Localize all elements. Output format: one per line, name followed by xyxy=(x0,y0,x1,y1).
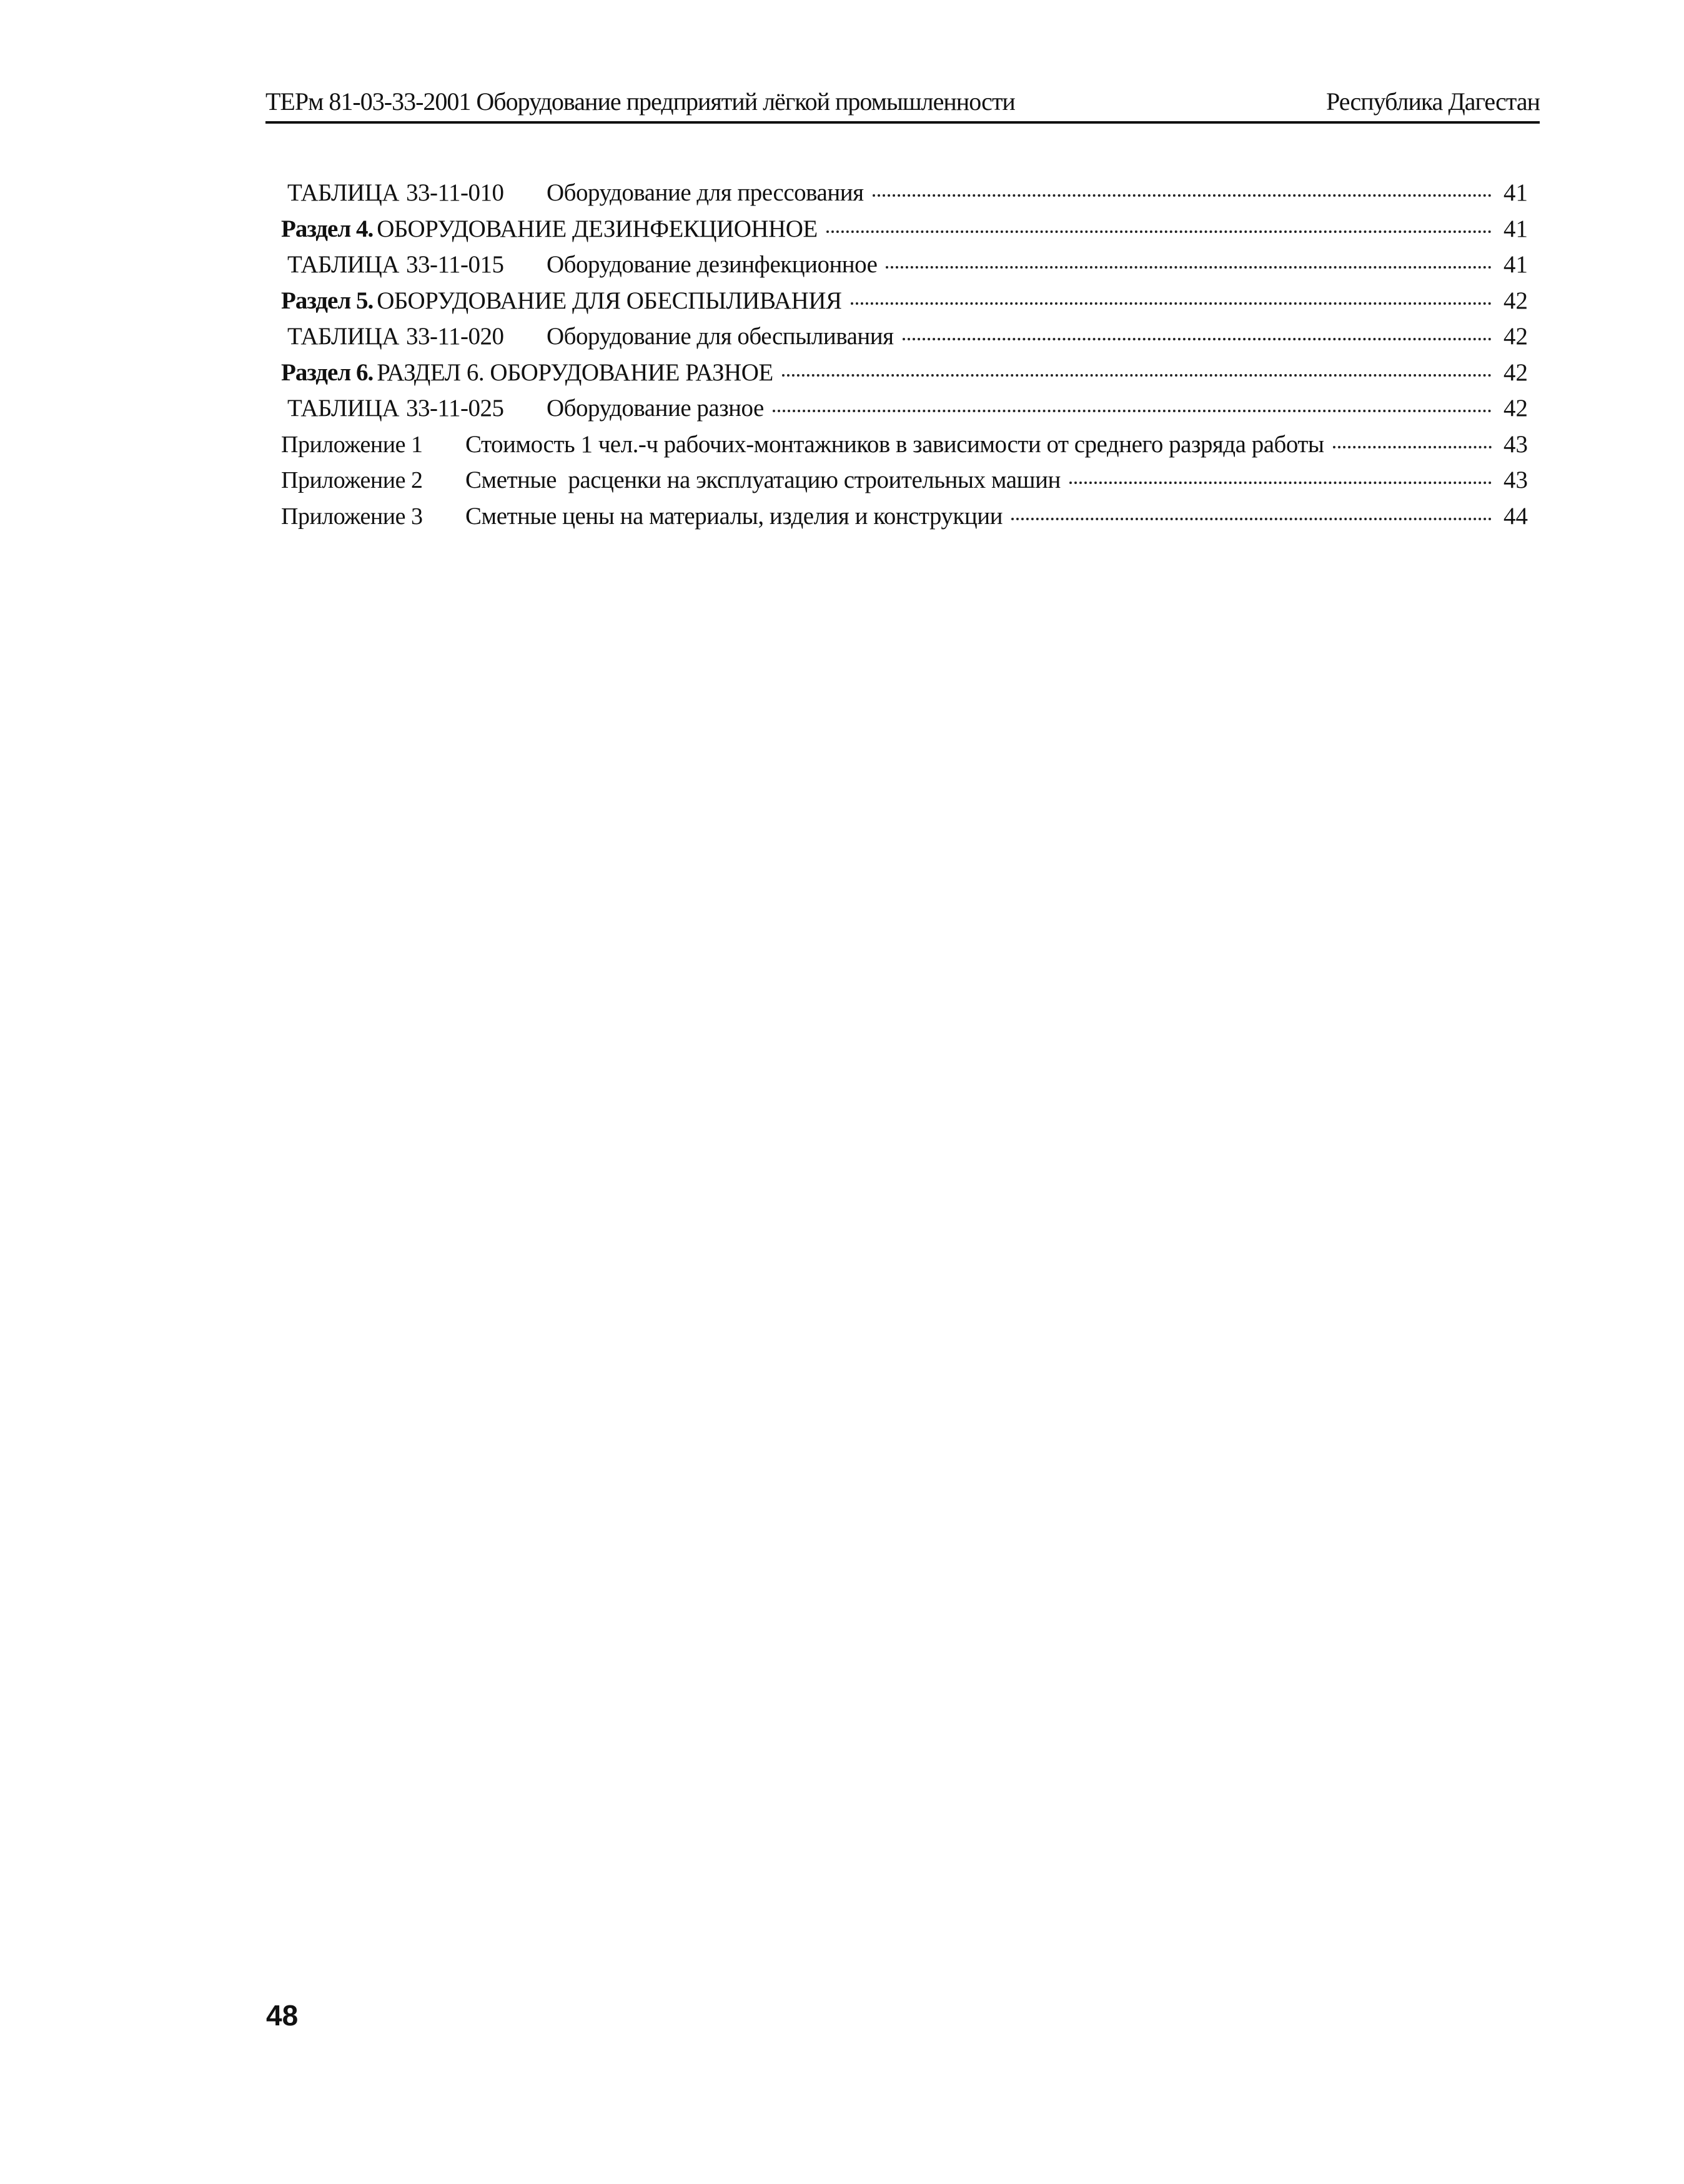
toc-entry-label: Раздел 6. xyxy=(281,358,374,386)
header-document-title: ТЕРм 81-03-33-2001 Оборудование предприятий лёгкой промышленности xyxy=(265,87,1015,116)
toc-entry[interactable] xyxy=(281,247,1528,283)
toc-entry-title: ОБОРУДОВАНИЕ ДЕЗИНФЕКЦИОННОЕ xyxy=(377,215,818,242)
toc-entry-label: Раздел 4. xyxy=(281,215,374,242)
toc-entry-label: Приложение 2 xyxy=(281,467,423,494)
toc-entry-code: 33-11-020 xyxy=(406,323,504,350)
toc-entry-page: 41 xyxy=(1503,251,1528,279)
toc-entry-text xyxy=(281,394,1498,422)
table-of-contents xyxy=(281,175,1528,534)
toc-entry[interactable] xyxy=(281,211,1528,247)
toc-entry-label: Приложение 1 xyxy=(281,431,423,458)
toc-entry-page: 42 xyxy=(1503,358,1528,386)
toc-entry[interactable] xyxy=(281,427,1528,463)
toc-entry-text xyxy=(281,358,1498,387)
toc-entry[interactable] xyxy=(281,498,1528,535)
toc-entry-page: 43 xyxy=(1503,467,1528,494)
toc-entry[interactable] xyxy=(281,390,1528,427)
toc-entry-page: 42 xyxy=(1503,287,1528,314)
toc-entry-label: ТАБЛИЦА xyxy=(287,179,399,207)
dot-leader xyxy=(1069,482,1492,484)
header-region: Республика Дагестан xyxy=(1326,87,1540,116)
toc-entry-text xyxy=(281,215,1498,243)
toc-entry-title: ОБОРУДОВАНИЕ ДЛЯ ОБЕСПЫЛИВАНИЯ xyxy=(377,287,842,314)
toc-entry-page: 41 xyxy=(1503,179,1528,207)
toc-entry-title: Сметные расценки на эксплуатацию строительных машин xyxy=(465,467,1061,494)
toc-entry-text xyxy=(281,430,1498,458)
toc-entry-text xyxy=(281,322,1498,350)
toc-entry-text xyxy=(281,287,1498,315)
toc-entry-title: Стоимость 1 чел.-ч рабочих-монтажников в зависимости от среднего разряда работы xyxy=(465,430,1324,458)
toc-entry-page: 43 xyxy=(1503,430,1528,458)
toc-entry-code: 33-11-010 xyxy=(406,179,504,207)
dot-leader xyxy=(1011,518,1492,520)
toc-entry-title: Оборудование для обеспыливания xyxy=(547,323,894,350)
toc-entry-title: Оборудование дезинфекционное xyxy=(547,251,878,279)
toc-entry-title: РАЗДЕЛ 6. ОБОРУДОВАНИЕ РАЗНОЕ xyxy=(377,358,773,386)
toc-entry-label: ТАБЛИЦА xyxy=(287,323,399,350)
toc-entry-label: ТАБЛИЦА xyxy=(287,251,399,279)
toc-entry[interactable] xyxy=(281,319,1528,355)
toc-entry-code: 33-11-015 xyxy=(406,251,504,279)
dot-leader xyxy=(903,338,1492,340)
toc-entry-text xyxy=(281,179,1498,207)
toc-entry-title: Оборудование разное xyxy=(547,395,764,422)
toc-entry-title: Оборудование для прессования xyxy=(547,179,864,207)
toc-entry-page: 42 xyxy=(1503,323,1528,350)
toc-entry-label: ТАБЛИЦА xyxy=(287,395,399,422)
toc-entry[interactable] xyxy=(281,175,1528,211)
toc-entry[interactable] xyxy=(281,462,1528,498)
toc-entry-text xyxy=(281,466,1498,494)
toc-entry-page: 41 xyxy=(1503,215,1528,242)
dot-leader xyxy=(886,266,1492,269)
toc-entry-text xyxy=(281,250,1498,279)
toc-entry-page: 42 xyxy=(1503,395,1528,422)
dot-leader xyxy=(873,194,1492,197)
toc-entry-text xyxy=(281,502,1498,530)
toc-entry-label: Приложение 3 xyxy=(281,503,423,530)
dot-leader xyxy=(851,302,1492,305)
dot-leader xyxy=(773,410,1492,412)
toc-entry-title: Сметные цены на материалы, изделия и конструкции xyxy=(465,502,1003,530)
running-header xyxy=(265,86,1540,124)
toc-entry[interactable] xyxy=(281,283,1528,319)
toc-entry-label: Раздел 5. xyxy=(281,287,374,314)
dot-leader xyxy=(782,374,1492,377)
toc-entry-code: 33-11-025 xyxy=(406,395,504,422)
dot-leader xyxy=(826,230,1492,233)
toc-entry[interactable] xyxy=(281,355,1528,391)
toc-entry-page: 44 xyxy=(1503,502,1528,530)
page-number: 48 xyxy=(266,1999,299,2032)
dot-leader xyxy=(1333,446,1492,448)
